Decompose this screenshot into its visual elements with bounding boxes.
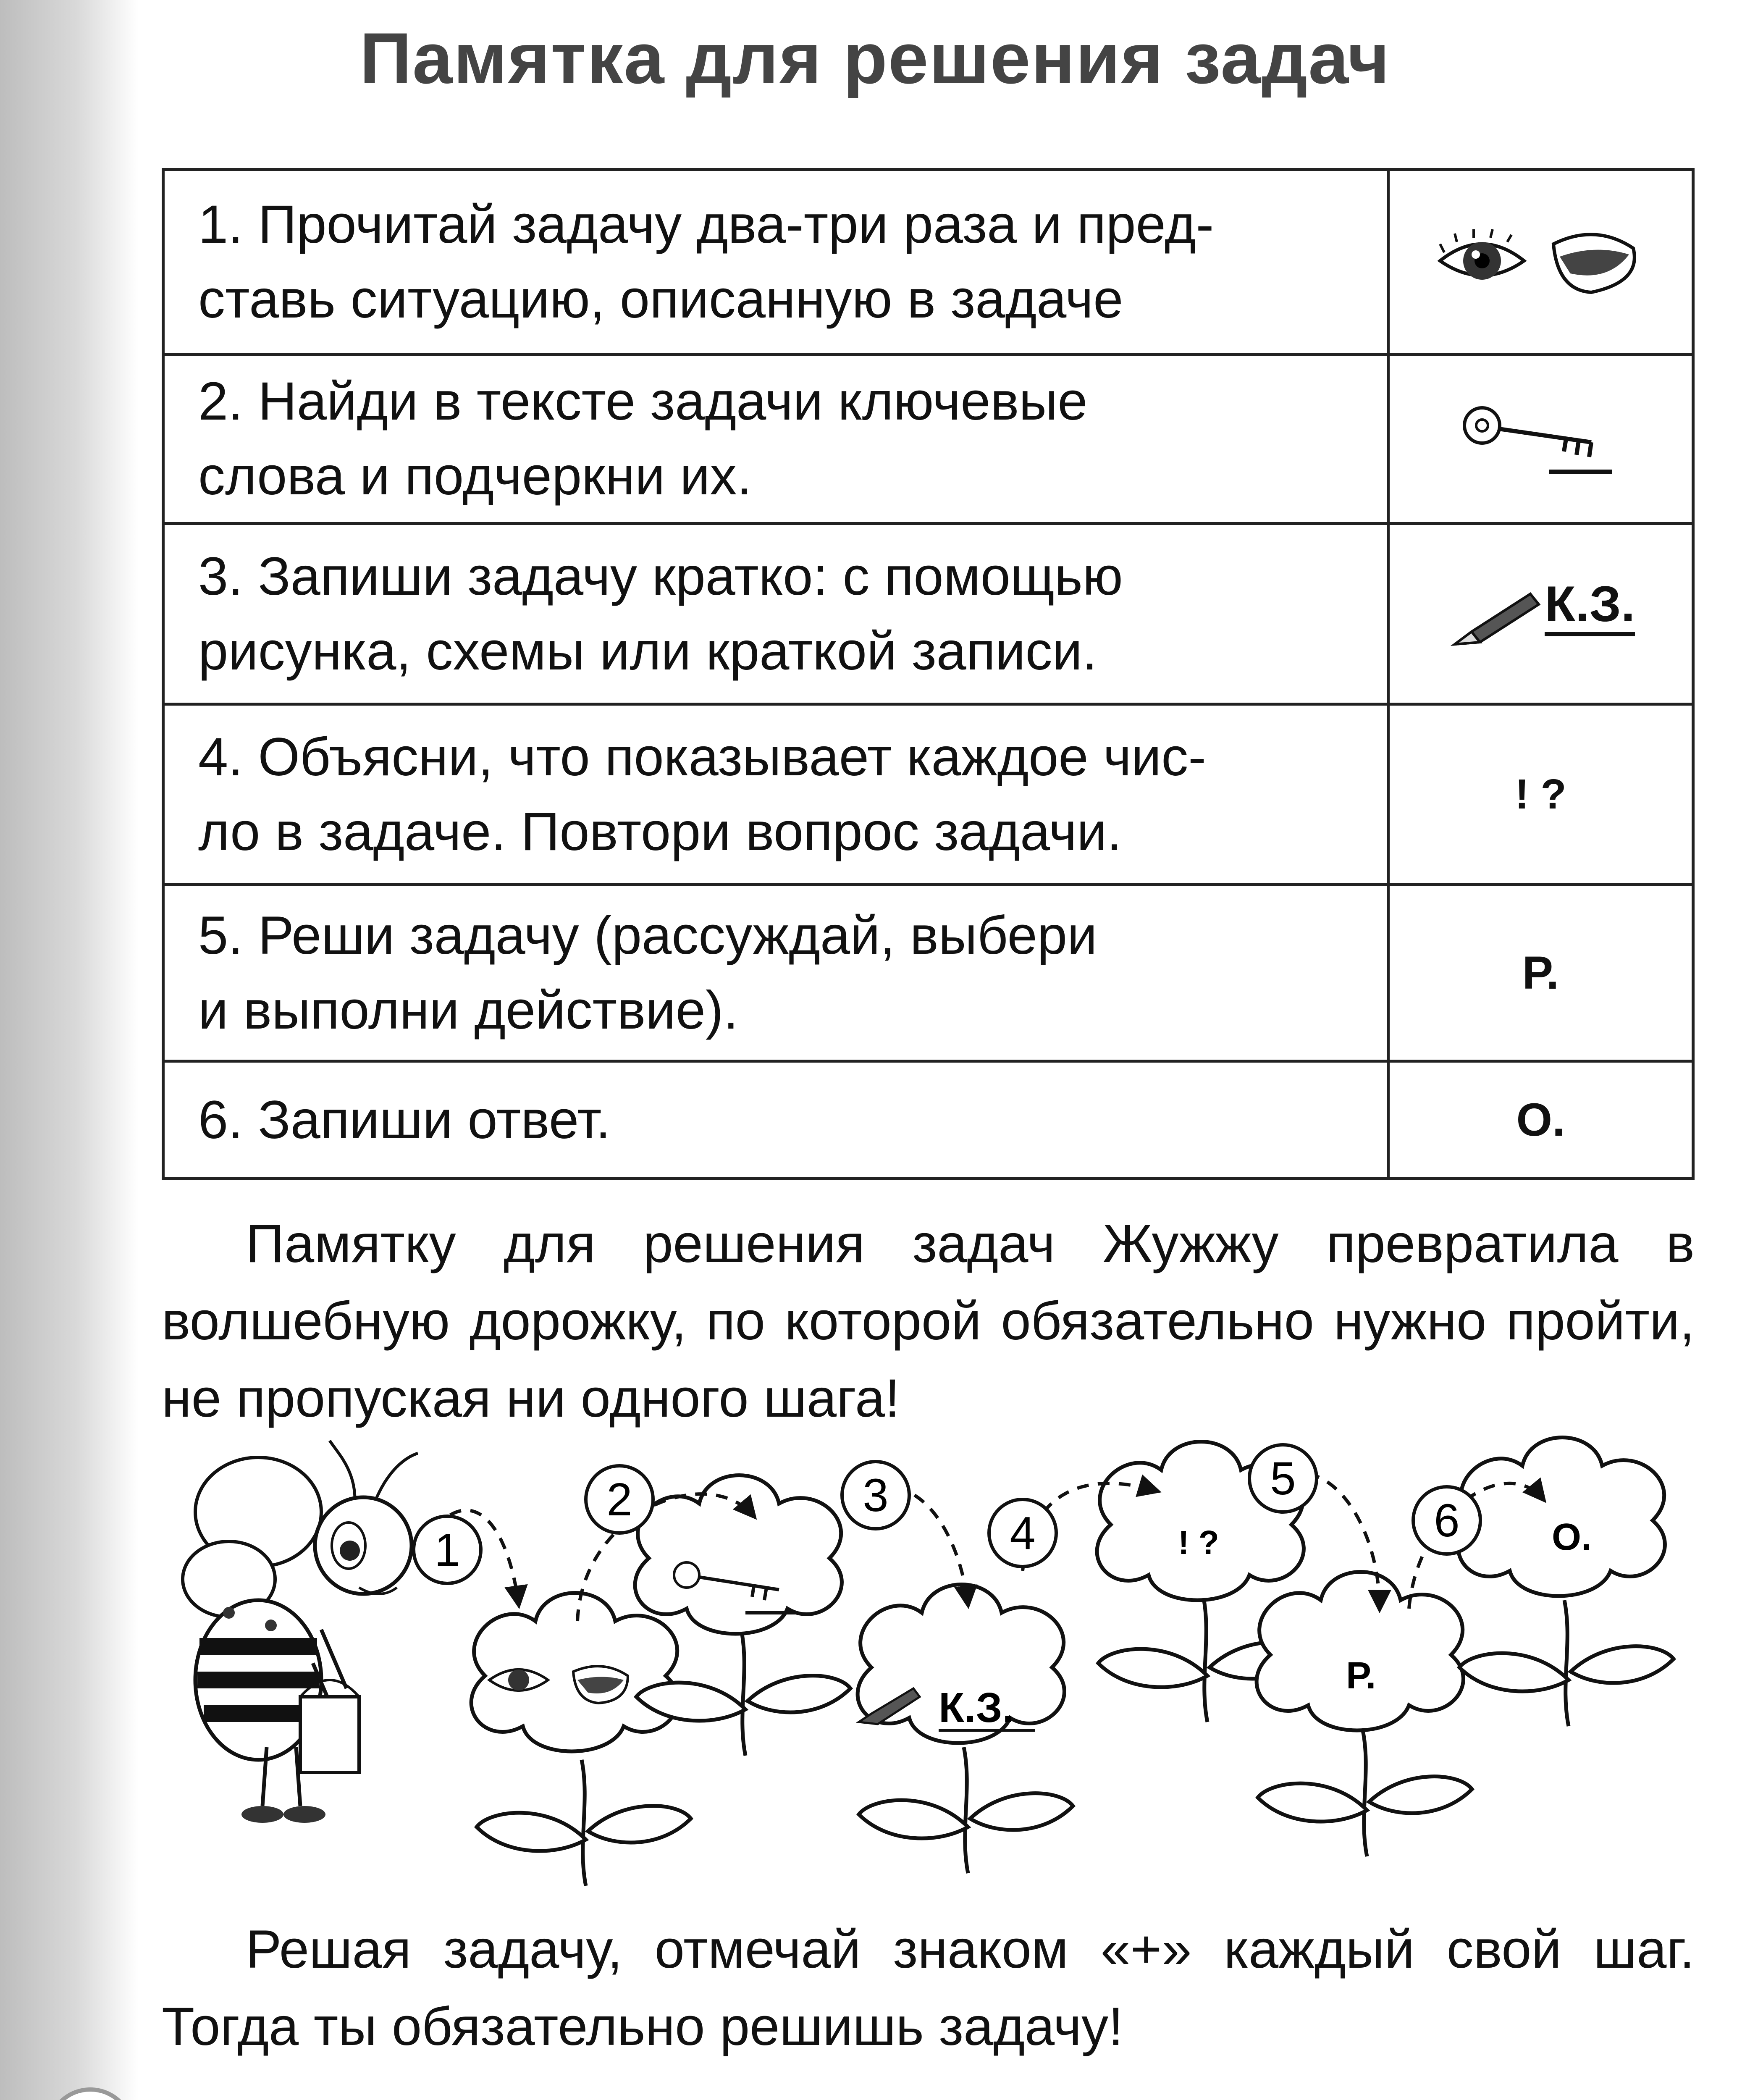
step-number-1: 1 [434,1524,460,1576]
memo-table [162,168,1695,1180]
solve-label: Р. [1522,947,1559,999]
table-row [163,1061,1693,1179]
flower-question-label: ! ? [1178,1524,1219,1561]
eye-icon [1440,229,1524,280]
bee-icon [183,1441,418,1823]
page-title: Памятка для решения задач [359,18,1391,99]
side-decoration [0,0,139,2100]
step-6-text: 6. Запиши ответ. [163,1061,1388,1179]
step-number-2: 2 [606,1474,632,1525]
step-5-icon-cell [1388,885,1693,1061]
intro-paragraph: Памятку для решения задач Жужжу превратила в волшебную дорожку, по которой обязательно нужно пройти, не пропуская ни одного шага! [162,1214,1695,1428]
step-2-text: 2. Найди в тексте задачи ключевые слова и подчеркни их. [163,354,1388,524]
step-1-text: 1. Прочитай задачу два-три раза и пред- ставь ситуацию, описанную в задаче [163,170,1388,354]
step-2-icon-cell [1388,354,1693,524]
flower-kz-label: К.З. [939,1684,1014,1731]
step-3-text: 3. Запиши задачу кратко: с помощью рисунка, схемы или краткой записи. [163,524,1388,704]
magic-path-illustration [162,1428,1716,1903]
answer-label: О. [1516,1094,1565,1146]
flower-answer-label: О. [1552,1516,1592,1558]
key-underline-icon [1453,396,1629,480]
flower-solve-label: Р. [1346,1655,1376,1697]
table-row [163,704,1693,885]
step-3-icon-cell [1388,524,1693,704]
mouth-icon [1553,234,1635,292]
step-4-text: 4. Объясни, что показывает каждое чис- ло в задаче. Повтори вопрос задачи. [163,704,1388,885]
step-4-icon-cell [1388,704,1693,885]
step-5-text: 5. Реши задачу (рассуждай, выбери и выполни действие). [163,885,1388,1061]
flower-step-2 [635,1475,842,1634]
step-number-3: 3 [863,1470,889,1521]
pencil-icon [1446,585,1543,653]
step-1-icon-cell [1388,170,1693,354]
flower-step-5 [1257,1572,1463,1731]
short-record-label: К.З. [1545,576,1635,636]
table-row [163,885,1693,1061]
step-number-6: 6 [1434,1495,1460,1546]
table-row [163,170,1693,354]
table-row [163,354,1693,524]
closing-paragraph: Решая задачу, отмечай знаком «+» каждый свой шаг. Тогда ты обязательно решишь задачу! [162,1919,1695,2057]
step-6-icon-cell [1388,1061,1693,1179]
step-number-4: 4 [1010,1507,1036,1559]
table-row [163,524,1693,704]
question-label: ! ? [1515,771,1566,818]
eye-and-mouth-icon [1432,219,1650,303]
step-number-5: 5 [1270,1453,1296,1504]
